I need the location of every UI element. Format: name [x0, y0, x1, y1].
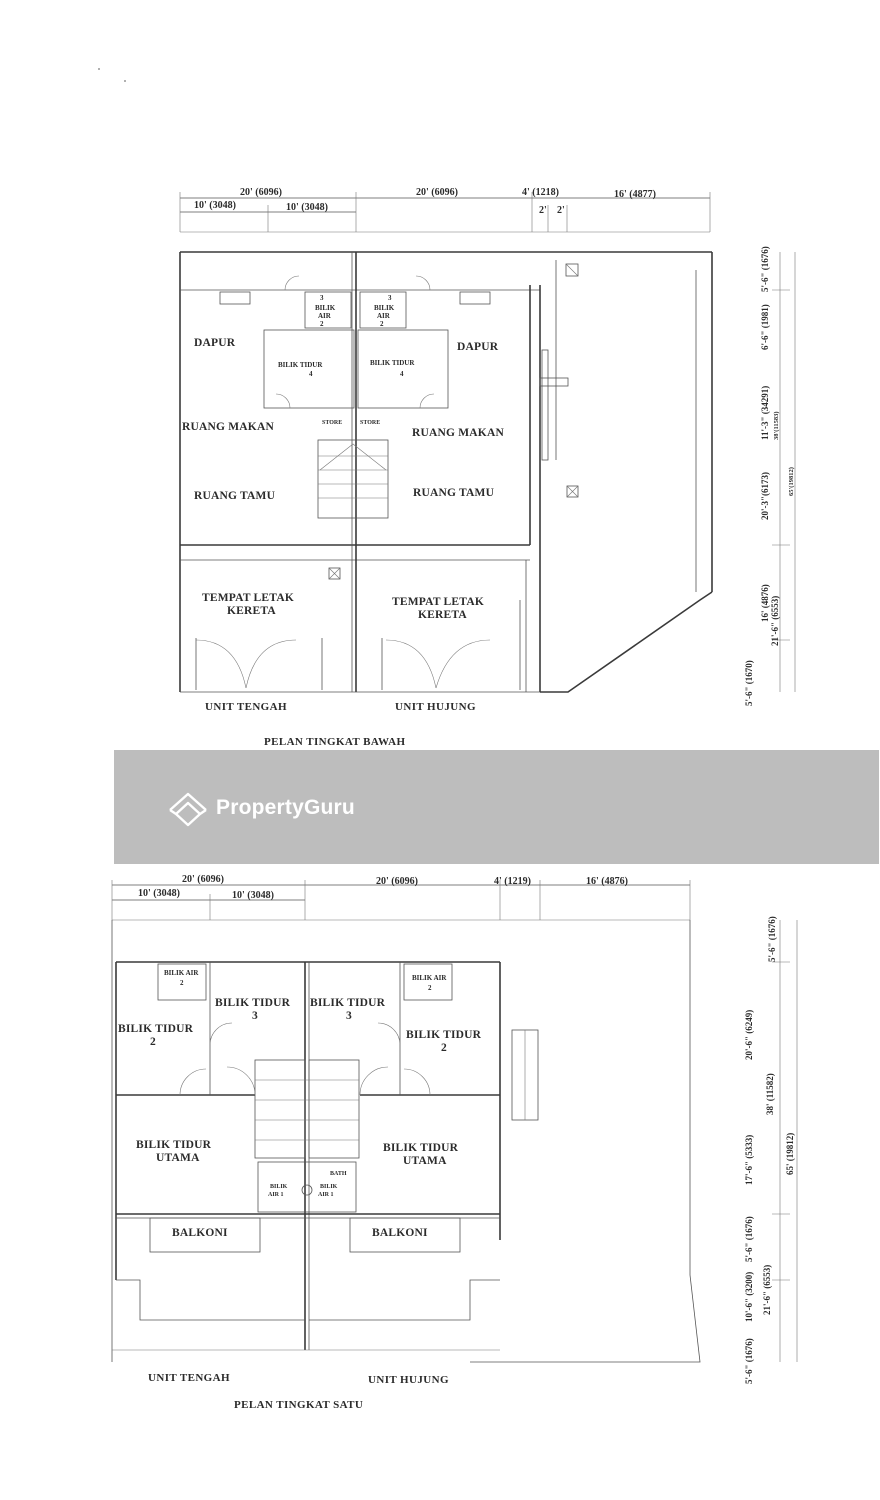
propertyguru-wordmark: PropertyGuru — [216, 796, 355, 819]
dim-sub-left-b: 10' (3048) — [286, 202, 328, 213]
ground-room-labels — [182, 294, 504, 621]
ground-top-dimensions — [180, 187, 710, 232]
ff-bath-label: BATH — [330, 1171, 347, 1177]
ff-bilik-tidur-3-right: BILIK TIDUR — [310, 997, 386, 1009]
dim-v-h: 21'-6" (6553) — [770, 595, 780, 646]
ff-dim-v-d: 17'-6" (5333) — [744, 1134, 754, 1185]
ff-bilik-tidur-3-left: BILIK TIDUR — [215, 997, 291, 1009]
ruang-tamu-left: RUANG TAMU — [194, 490, 276, 502]
ff-bilik-air-left-num: 2 — [180, 979, 184, 987]
ruang-tamu-right: RUANG TAMU — [413, 487, 495, 499]
bilik-tidur-4-right: BILIK TIDUR — [370, 359, 415, 367]
dim-v-g: 16' (4876) — [760, 584, 770, 622]
dim-v-f: 65'(19812) — [788, 467, 795, 496]
ff-bilik-air-right: BILIK AIR — [412, 974, 447, 982]
bilik-air-3-right: BILIK — [374, 304, 395, 312]
ff-bilik-air1-left-2: AIR 1 — [268, 1192, 284, 1198]
dim-v-e: 20'-3"(6173) — [760, 472, 770, 520]
ff-dim-v-i: 5'-6" (1676) — [744, 1338, 754, 1384]
first-unit-hujung: UNIT HUJUNG — [368, 1374, 449, 1386]
ff-dim-v-c: 38' (11582) — [765, 1073, 775, 1115]
kereta-right-2: KERETA — [418, 609, 467, 621]
ff-utama-right: UTAMA — [403, 1155, 447, 1167]
ground-floor-caption: PELAN TINGKAT BAWAH — [264, 736, 406, 748]
ff-utama-left: UTAMA — [156, 1152, 200, 1164]
ff-dim-v-g: 10'-6" (3200) — [744, 1271, 754, 1322]
ff-dim-v-e: 65' (19812) — [785, 1132, 795, 1175]
ff-dim-v-a: 5'-6" (1676) — [767, 916, 777, 962]
dim-v-a: 5'-6" (1676) — [760, 246, 770, 292]
ff-bilik-tidur-2-left-no: 2 — [150, 1036, 156, 1048]
bilik-air-right-num: 3 — [388, 294, 392, 302]
first-floor-caption: PELAN TINGKAT SATU — [234, 1399, 364, 1411]
ff-balkoni-left: BALKONI — [172, 1227, 228, 1239]
bilik-air-left-num: 3 — [320, 294, 324, 302]
ff-bilik-tidur-2-right-no: 2 — [441, 1042, 447, 1054]
first-unit-tengah: UNIT TENGAH — [148, 1372, 230, 1384]
dim-sub-left-a: 10' (3048) — [194, 200, 236, 211]
ff-dim-side: 4' (1219) — [494, 876, 531, 887]
dim-tick-b: 2' — [557, 205, 565, 216]
propertyguru-brand — [166, 788, 355, 828]
ff-bilik-tidur-2-right: BILIK TIDUR — [406, 1029, 482, 1041]
ff-dim-v-h: 21'-6" (6553) — [762, 1264, 772, 1315]
ff-balkoni-right: BALKONI — [372, 1227, 428, 1239]
ff-bilik-tidur-2-left: BILIK TIDUR — [118, 1023, 194, 1035]
ff-bilik-air1-left: BILIK — [270, 1184, 288, 1190]
store-right: STORE — [360, 420, 381, 426]
ruang-makan-left: RUANG MAKAN — [182, 421, 274, 433]
dim-v-d: 38'(11583) — [773, 411, 780, 440]
bilik-tidur-4-left: BILIK TIDUR — [278, 361, 323, 369]
ff-bilik-air1-right: BILIK — [320, 1184, 338, 1190]
bilik-air-3-left-air: AIR — [318, 312, 331, 320]
bilik-air-3-right-air: AIR — [377, 312, 390, 320]
ff-bilik-air1-right-2: AIR 1 — [318, 1192, 334, 1198]
dim-side: 4' (1218) — [522, 187, 559, 198]
store-left: STORE — [322, 420, 343, 426]
ground-floor-plan — [180, 187, 795, 748]
bilik-tidur-4-right-no: 4 — [400, 370, 404, 378]
bilik-air-left-num2: 2 — [320, 320, 324, 328]
ff-dim-sub-left-a: 10' (3048) — [138, 888, 180, 899]
ff-bilik-tidur-3-right-no: 3 — [346, 1010, 352, 1022]
bilik-tidur-4-left-no: 4 — [309, 370, 313, 378]
dim-tick-a: 2' — [539, 205, 547, 216]
ff-dim-sub-left-b: 10' (3048) — [232, 890, 274, 901]
ruang-makan-right: RUANG MAKAN — [412, 427, 504, 439]
first-top-dimensions — [112, 874, 690, 920]
kereta-left-2: KERETA — [227, 605, 276, 617]
ff-bilik-air-left: BILIK AIR — [164, 969, 199, 977]
bilik-air-3-left: BILIK — [315, 304, 336, 312]
ff-dim-mid: 20' (6096) — [376, 876, 418, 887]
first-room-labels — [118, 969, 482, 1239]
ff-bilik-tidur-3-left-no: 3 — [252, 1010, 258, 1022]
dim-v-b: 6'-6" (1981) — [760, 304, 770, 350]
kereta-left-1: TEMPAT LETAK — [202, 592, 294, 604]
ff-dim-right: 16' (4876) — [586, 876, 628, 887]
dim-v-i: 5'-6" (1670) — [744, 660, 754, 706]
watermark-banner — [114, 750, 879, 864]
dim-right: 16' (4877) — [614, 189, 656, 200]
ff-dim-v-f: 5'-6" (1676) — [744, 1216, 754, 1262]
ground-unit-tengah: UNIT TENGAH — [205, 701, 287, 713]
dim-total-left: 20' (6096) — [240, 187, 282, 198]
propertyguru-house-icon — [166, 788, 210, 828]
first-floor-plan — [112, 874, 797, 1411]
ground-unit-hujung: UNIT HUJUNG — [395, 701, 476, 713]
ff-dim-v-b: 20'-6" (6249) — [744, 1009, 754, 1060]
first-right-dimensions — [744, 916, 797, 1384]
dim-mid: 20' (6096) — [416, 187, 458, 198]
bilik-air-right-num2: 2 — [380, 320, 384, 328]
ff-bilik-air-right-num: 2 — [428, 984, 432, 992]
ground-walls — [180, 252, 712, 692]
kereta-right-1: TEMPAT LETAK — [392, 596, 484, 608]
ff-dim-total-left: 20' (6096) — [182, 874, 224, 885]
ff-bilik-tidur-utama-right: BILIK TIDUR — [383, 1142, 459, 1154]
ground-right-dimensions — [744, 246, 795, 706]
dapur-right: DAPUR — [457, 341, 499, 353]
dapur-left: DAPUR — [194, 337, 236, 349]
ff-bilik-tidur-utama-left: BILIK TIDUR — [136, 1139, 212, 1151]
dim-v-c: 11'-3" (34291) — [760, 385, 770, 440]
